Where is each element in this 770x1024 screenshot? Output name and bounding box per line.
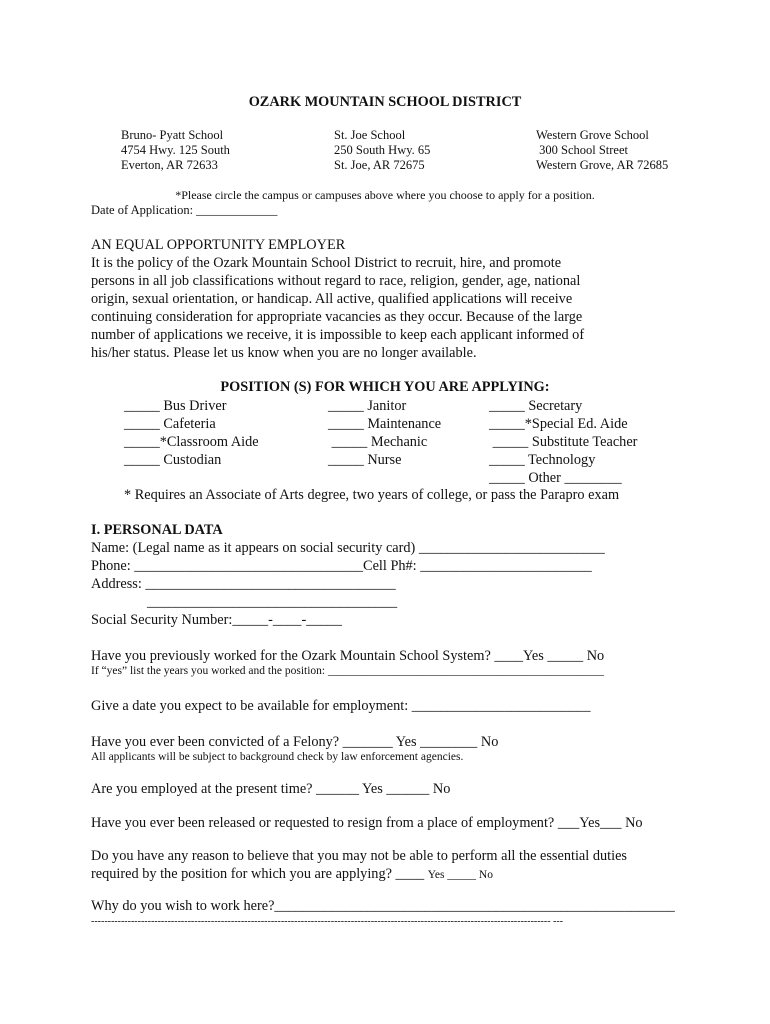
address-field-line-2[interactable]: ___________________________________: [147, 594, 398, 610]
phone-field[interactable]: Phone: ________________________________Cell Ph#: ________________________: [91, 558, 592, 574]
campus-street: 4754 Hwy. 125 South: [121, 143, 230, 157]
address-field[interactable]: Address: ___________________________________: [91, 576, 396, 592]
campus-city: Everton, AR 72633: [121, 158, 218, 172]
previously-worked-question[interactable]: Have you previously worked for the Ozark Mountain School System? ____Yes _____ No: [91, 648, 605, 664]
eeo-line: origin, sexual orientation, or handicap. All active, qualified applications will receive: [91, 291, 573, 307]
campus-street: 250 South Hwy. 65: [334, 143, 431, 157]
eeo-heading: AN EQUAL OPPORTUNITY EMPLOYER: [91, 237, 346, 253]
eeo-line: number of applications we receive, it is impossible to keep each applicant informed of: [91, 327, 585, 343]
campus-st-joe: [334, 128, 430, 173]
positions-column-3: [489, 397, 637, 487]
background-check-note: All applicants will be subject to background check by law enforcement agencies.: [91, 751, 464, 763]
eeo-line: continuing consideration for appropriate vacancies as they occur. Because of the large: [91, 309, 583, 325]
campus-name: Western Grove School: [536, 128, 649, 142]
position-classroom-aide[interactable]: _____*Classroom Aide: [124, 434, 259, 450]
positions-heading: POSITION (S) FOR WHICH YOU ARE APPLYING:: [220, 379, 550, 395]
employed-question[interactable]: Are you employed at the present time? ______ Yes ______ No: [91, 781, 451, 797]
position-secretary[interactable]: _____ Secretary: [489, 398, 583, 414]
position-technology[interactable]: _____ Technology: [489, 452, 596, 468]
felony-question[interactable]: Have you ever been convicted of a Felony? _______ Yes ________ No: [91, 734, 499, 750]
campus-name: St. Joe School: [334, 128, 406, 142]
campus-western-grove: [536, 128, 668, 173]
eeo-line: his/her status. Please let us know when you are no longer available.: [91, 345, 477, 361]
campus-name: Bruno- Pyatt School: [121, 128, 224, 142]
position-special-ed-aide[interactable]: _____*Special Ed. Aide: [489, 416, 628, 432]
position-mechanic[interactable]: _____ Mechanic: [328, 434, 428, 450]
essential-duties-yes-no[interactable]: Yes _____ No: [427, 869, 493, 881]
position-cafeteria[interactable]: _____ Cafeteria: [124, 416, 216, 432]
campus-circle-note: *Please circle the campus or campuses above where you choose to apply for a position.: [175, 188, 595, 202]
position-maintenance[interactable]: _____ Maintenance: [328, 416, 442, 432]
previously-worked-years-field[interactable]: If “yes” list the years you worked and the position: ________________________________________________: [91, 665, 604, 677]
personal-data-heading: I. PERSONAL DATA: [91, 522, 223, 538]
legal-name-field[interactable]: Name: (Legal name as it appears on social security card) __________________________: [91, 540, 605, 556]
essential-duties-question-line-1: Do you have any reason to believe that you may not be able to perform all the essential duties: [91, 848, 627, 864]
dashed-divider: ------------------------------------------------------------------------------------------------------------------------------------------ ---: [91, 916, 564, 927]
positions-footnote: * Requires an Associate of Arts degree, two years of college, or pass the Parapro exam: [124, 487, 620, 503]
date-of-application-field[interactable]: Date of Application: _____________: [91, 203, 278, 217]
district-title: OZARK MOUNTAIN SCHOOL DISTRICT: [248, 94, 522, 110]
released-question[interactable]: Have you ever been released or requested to resign from a place of employment? ___Yes___ No: [91, 815, 643, 831]
eeo-statement: [91, 236, 691, 362]
eeo-line: persons in all job classifications without regard to race, religion, gender, age, national: [91, 273, 581, 289]
position-other[interactable]: _____ Other ________: [489, 470, 622, 486]
positions-column-1: [124, 397, 259, 469]
position-nurse[interactable]: _____ Nurse: [328, 452, 402, 468]
positions-column-2: [328, 397, 441, 469]
position-bus-driver[interactable]: _____ Bus Driver: [124, 398, 227, 414]
position-substitute-teacher[interactable]: _____ Substitute Teacher: [489, 434, 638, 450]
eeo-line: It is the policy of the Ozark Mountain School District to recruit, hire, and promote: [91, 255, 562, 271]
campus-city: St. Joe, AR 72675: [334, 158, 425, 172]
campus-street: 300 School Street: [536, 143, 629, 157]
essential-duties-question-line-2[interactable]: [91, 866, 493, 883]
campus-city: Western Grove, AR 72685: [536, 158, 669, 172]
ssn-field[interactable]: Social Security Number:_____-____-_____: [91, 612, 342, 628]
essential-duties-question-text: required by the position for which you are applying? ____: [91, 866, 428, 882]
campus-bruno-pyatt: [121, 128, 230, 173]
availability-date-field[interactable]: Give a date you expect to be available for employment: _________________________: [91, 698, 591, 714]
position-custodian[interactable]: _____ Custodian: [124, 452, 222, 468]
position-janitor[interactable]: _____ Janitor: [328, 398, 407, 414]
why-work-here-field[interactable]: Why do you wish to work here?________________________________________________________: [91, 898, 675, 914]
